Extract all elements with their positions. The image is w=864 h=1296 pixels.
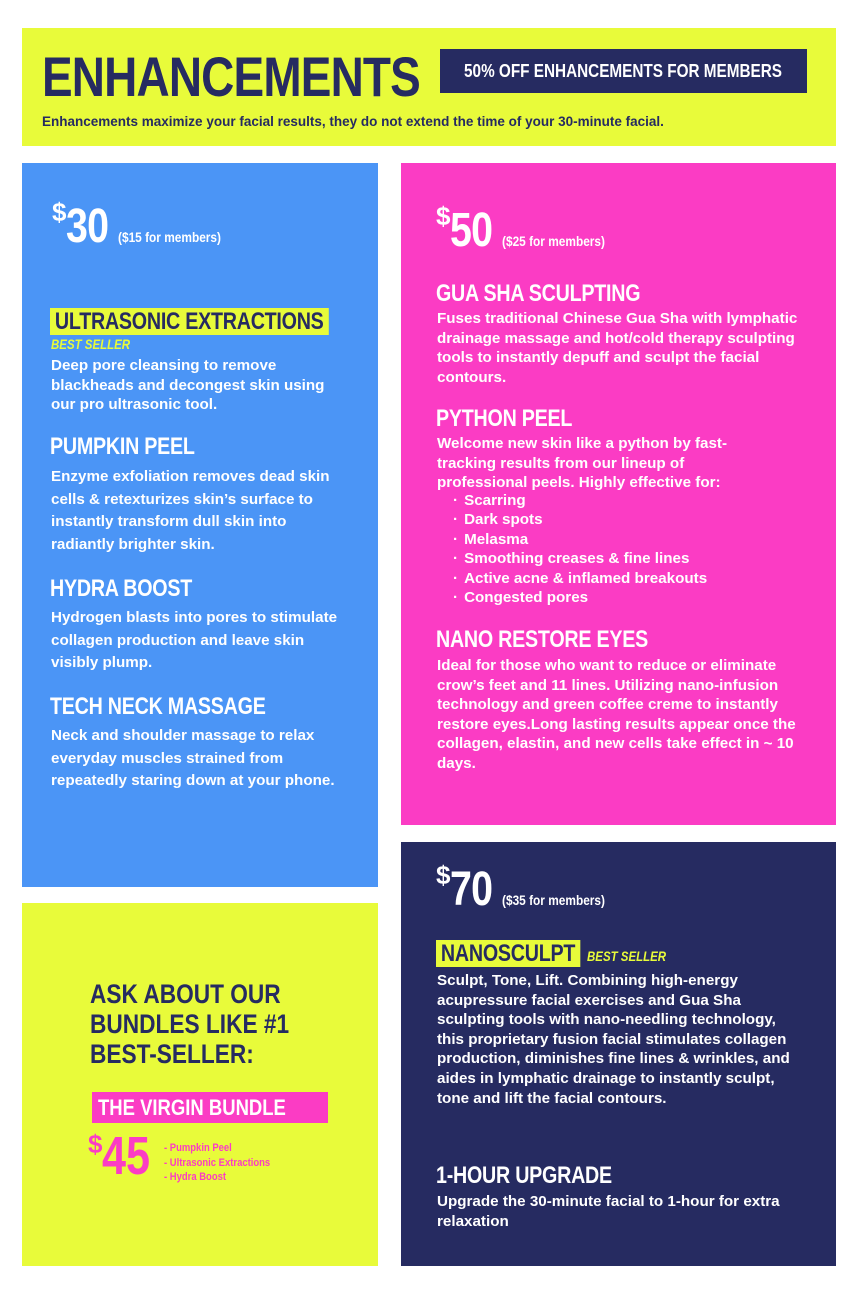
price-currency: $ bbox=[436, 201, 451, 231]
python-peel-benefits-list bbox=[453, 491, 707, 607]
header-subtitle: Enhancements maximize your facial results, they do not extend the time of your 30-minute facial. bbox=[42, 114, 664, 129]
list-item: · Scarring bbox=[453, 491, 707, 510]
header-banner bbox=[22, 28, 836, 146]
best-seller-tag: BEST SELLER bbox=[51, 336, 131, 352]
tier-price bbox=[436, 203, 619, 258]
member-price: ($15 for members) bbox=[118, 230, 222, 245]
price-currency: $ bbox=[88, 1129, 103, 1159]
member-price: ($35 for members) bbox=[502, 893, 606, 908]
service-description: Deep pore cleansing to remove blackheads and decongest skin using our pro ultrasonic tool. bbox=[51, 357, 325, 414]
panel-50-dollar-tier bbox=[401, 163, 836, 825]
panel-30-dollar-tier bbox=[22, 163, 378, 887]
member-discount-badge bbox=[440, 49, 807, 93]
tier-price bbox=[52, 199, 235, 254]
bundle-headline: ASK ABOUT OUR BUNDLES LIKE #1 BEST-SELLER: bbox=[90, 979, 290, 1069]
service-description: Fuses traditional Chinese Gua Sha with lymphatic drainage massage and hot/cold therapy sculpting tools to instantly depuff and sculpt the facial contours. bbox=[437, 310, 798, 386]
service-title-gua-sha-sculpting: GUA SHA SCULPTING bbox=[436, 280, 641, 307]
service-title-nanosculpt: NANOSCULPT bbox=[436, 940, 580, 968]
bundle-name-label: THE VIRGIN BUNDLE bbox=[92, 1092, 328, 1123]
service-description: Neck and shoulder massage to relax everyday muscles strained from repeatedly staring down at your phone. bbox=[51, 727, 335, 790]
bundle-price bbox=[88, 1125, 163, 1187]
member-discount-text: 50% OFF ENHANCEMENTS FOR MEMBERS bbox=[464, 60, 783, 81]
panel-70-dollar-tier bbox=[401, 842, 836, 1266]
service-title-ultrasonic-extractions: ULTRASONIC EXTRACTIONS bbox=[50, 308, 328, 336]
service-description: Enzyme exfoliation removes dead skin cells & retexturizes skin’s surface to instantly transform dull skin into radiantly brighter skin. bbox=[51, 468, 330, 553]
service-title-nano-restore-eyes: NANO RESTORE EYES bbox=[436, 626, 648, 653]
list-item: · Dark spots bbox=[453, 510, 707, 529]
service-title-hydra-boost: HYDRA BOOST bbox=[50, 575, 192, 602]
service-description: Upgrade the 30-minute facial to 1-hour for extra relaxation bbox=[437, 1193, 780, 1230]
service-description: Sculpt, Tone, Lift. Combining high-energy acupressure facial exercises and Gua Sha sculpting tools with nano-needling technology, this proprietary fusion facial stimulates collagen production, diminishes fine lines & wrinkles, and aides in lymphatic drainage to instantly sculpt, tone and lift the facial contours. bbox=[437, 972, 790, 1107]
list-item: · Congested pores bbox=[453, 588, 707, 607]
service-description: Ideal for those who want to reduce or eliminate crow’s feet and 11 lines. Utilizing nano-infusion technology and green coffee creme to instantly restore eyes.Long lasting results appear once the collagen, elastin, and new cells take effect in ~ 10 days. bbox=[437, 657, 796, 772]
bundle-promo-panel bbox=[22, 903, 378, 1266]
price-amount: 45 bbox=[102, 1126, 151, 1186]
page-title: ENHANCEMENTS bbox=[42, 45, 420, 108]
service-title-1-hour-upgrade: 1-HOUR UPGRADE bbox=[436, 1162, 612, 1189]
price-currency: $ bbox=[52, 197, 67, 227]
price-amount: 70 bbox=[450, 863, 493, 916]
service-description: Welcome new skin like a python by fast-tracking results from our lineup of professional peels. Highly effective for: bbox=[437, 435, 728, 492]
list-item: - Pumpkin Peel bbox=[164, 1142, 232, 1154]
service-title-tech-neck-massage: TECH NECK MASSAGE bbox=[50, 693, 266, 720]
tier-price bbox=[436, 862, 619, 917]
member-price: ($25 for members) bbox=[502, 234, 606, 249]
price-amount: 50 bbox=[450, 204, 493, 257]
price-amount: 30 bbox=[66, 200, 109, 253]
service-description: Hydrogen blasts into pores to stimulate collagen production and leave skin visibly plump. bbox=[51, 609, 338, 672]
service-title-python-peel: PYTHON PEEL bbox=[436, 405, 573, 432]
list-item: · Smoothing creases & fine lines bbox=[453, 549, 707, 568]
list-item: - Ultrasonic Extractions bbox=[164, 1156, 271, 1169]
bundle-items-list bbox=[164, 1141, 270, 1185]
price-currency: $ bbox=[436, 860, 451, 890]
list-item: · Active acne & inflamed breakouts bbox=[453, 569, 707, 588]
list-item: · Melasma bbox=[453, 530, 707, 549]
service-title-pumpkin-peel: PUMPKIN PEEL bbox=[50, 433, 195, 460]
best-seller-tag: BEST SELLER bbox=[587, 948, 667, 964]
list-item: - Hydra Boost bbox=[164, 1171, 227, 1184]
